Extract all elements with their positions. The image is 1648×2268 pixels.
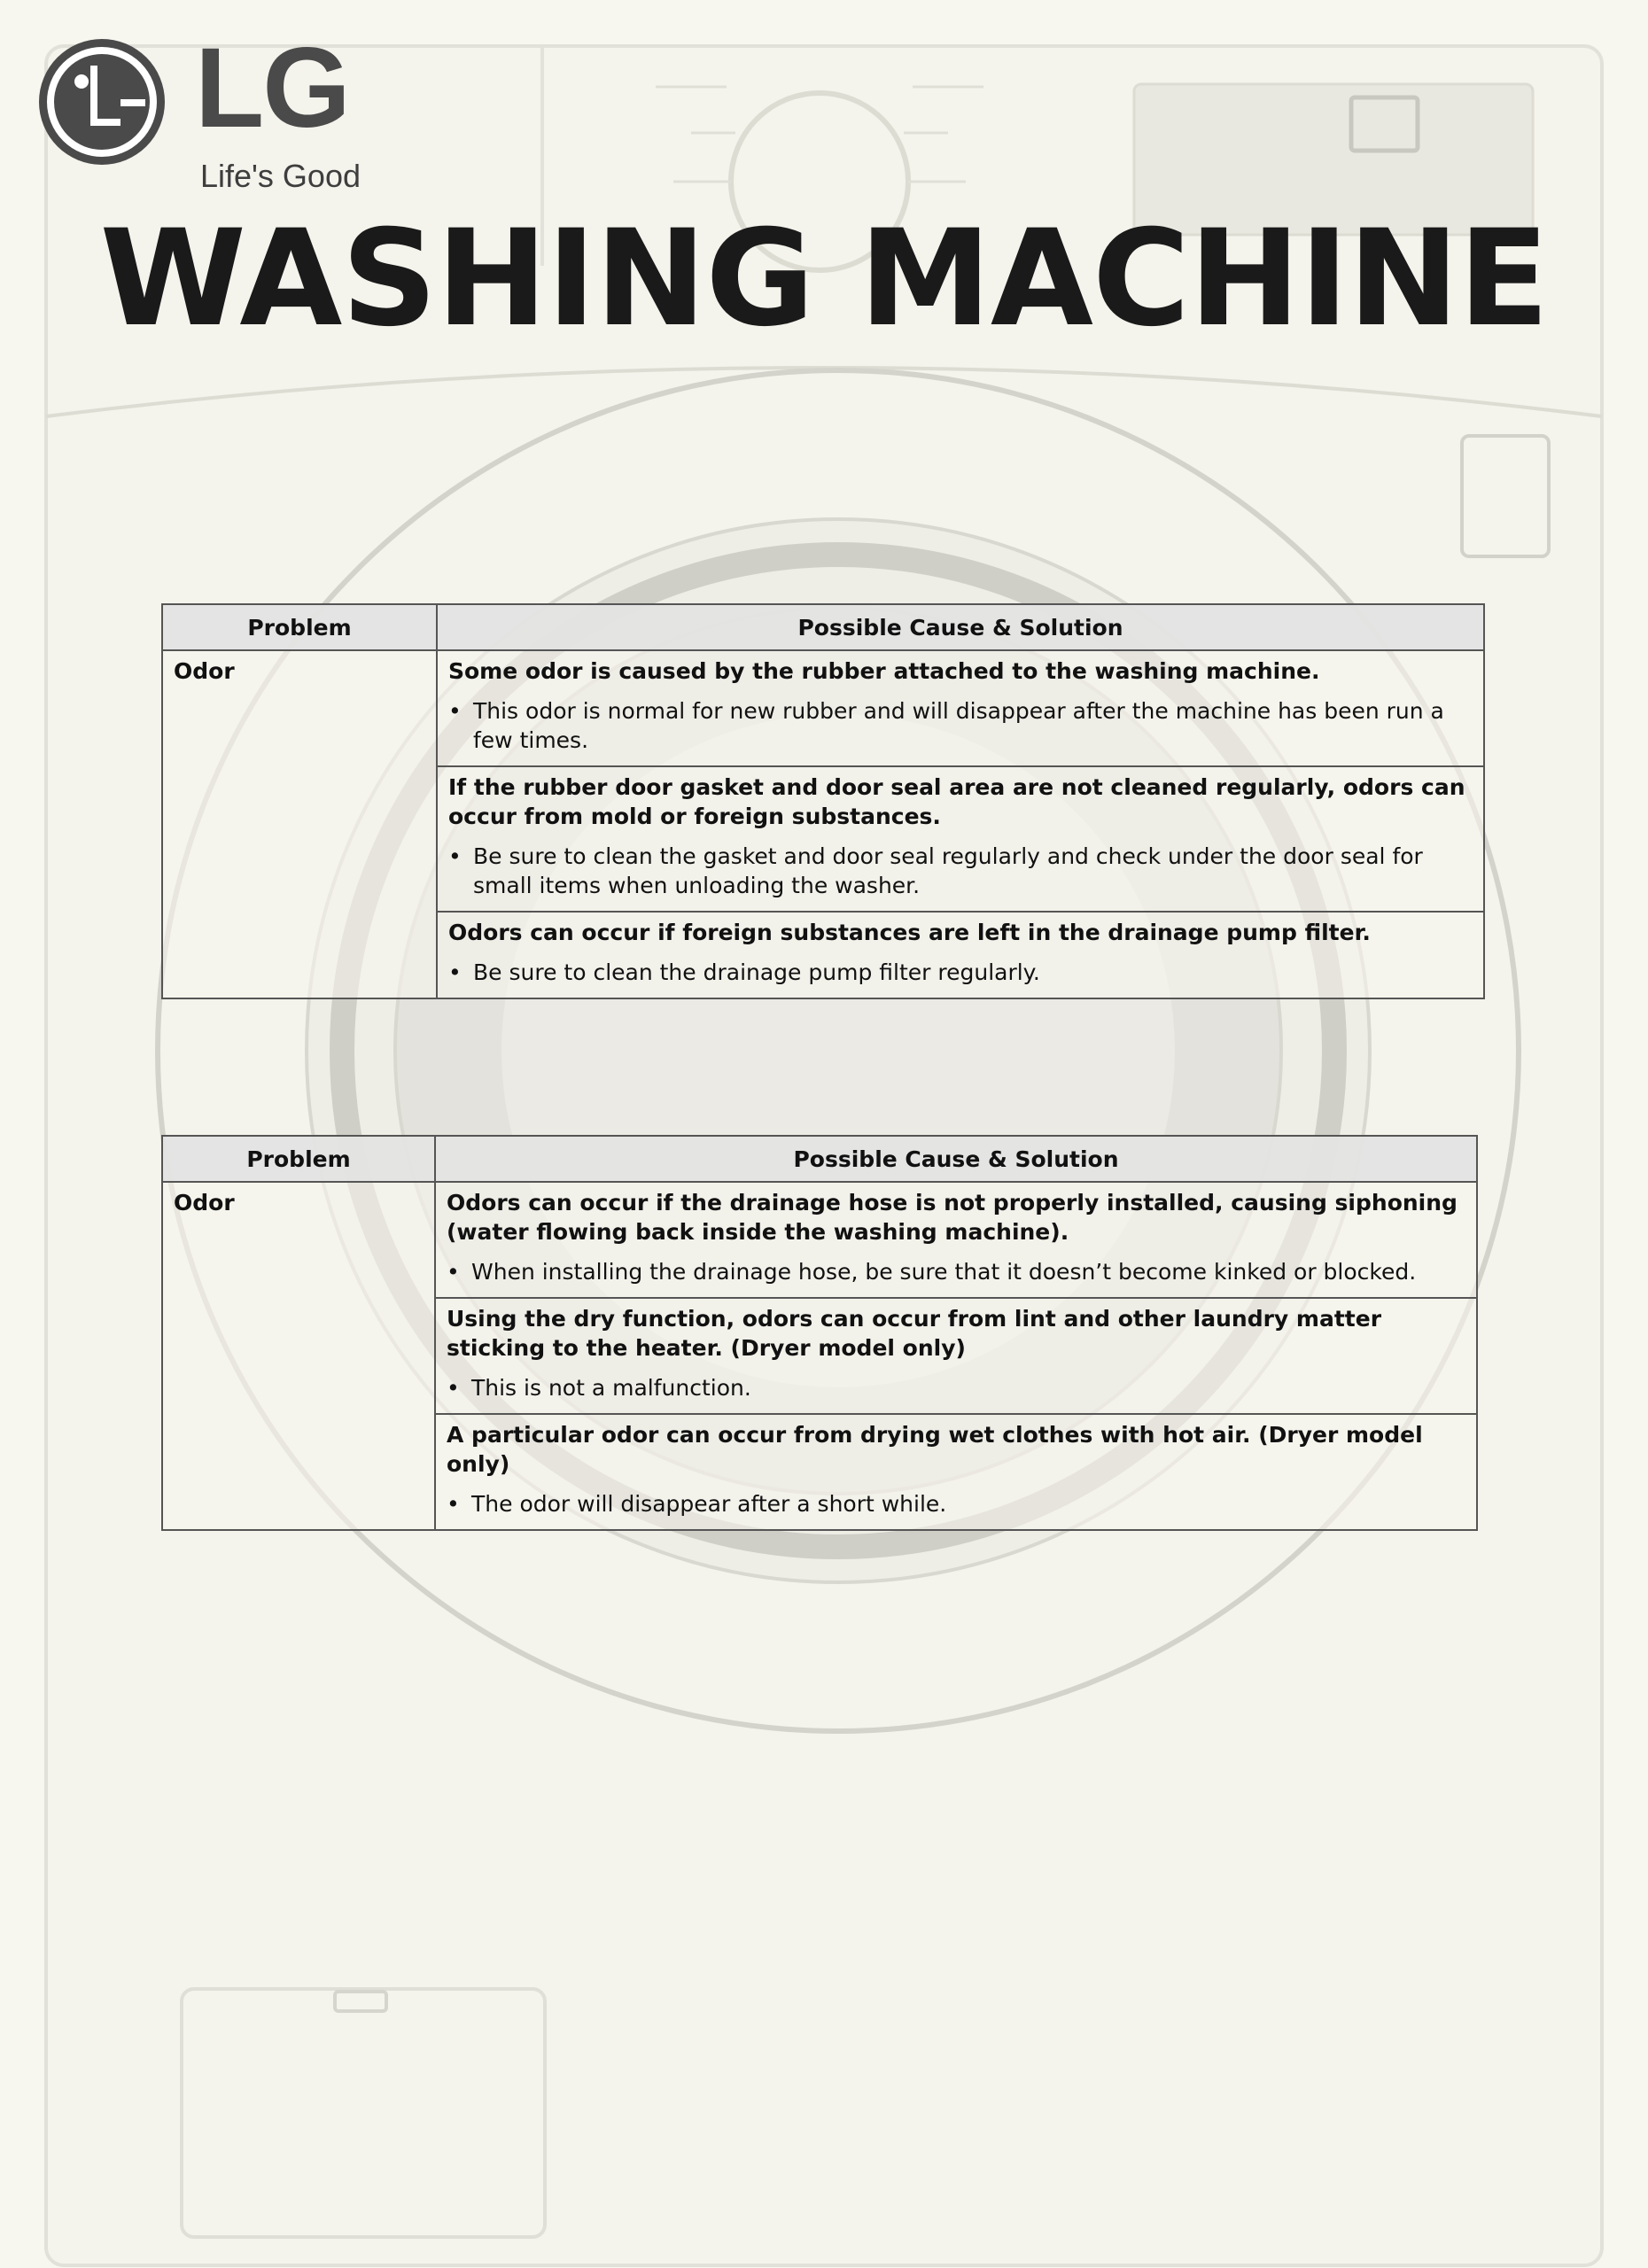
solution-item: [438, 913, 1483, 998]
solution-bullet: • Be sure to clean the gasket and door seal regularly and check under the door seal for small items when unloading the washer.: [448, 843, 1423, 898]
lg-face-icon: [39, 39, 165, 165]
header-problem: Problem: [162, 1136, 435, 1182]
solution-bullet: • This odor is normal for new rubber and will disappear after the machine has been run a few times.: [448, 698, 1444, 753]
cause-text: Odors can occur if foreign substances are left in the drainage pump filter.: [448, 920, 1371, 945]
header-problem: Problem: [162, 604, 437, 650]
troubleshooting-table-1: [161, 603, 1485, 999]
problem-cell: Odor: [162, 1182, 435, 1530]
bullet-text: Be sure to clean the drainage pump filter regularly.: [473, 959, 1040, 985]
solutions-cell: [437, 650, 1484, 998]
solutions-cell: [435, 1182, 1477, 1530]
table-row: [162, 650, 1484, 998]
solution-item: [436, 1183, 1476, 1299]
bullet-text: Be sure to clean the gasket and door seal regularly and check under the door seal for small items when unloading the washer.: [473, 843, 1423, 898]
cause-text: Odors can occur if the drainage hose is not properly installed, causing siphoning (water flowing back inside the washing machine).: [447, 1190, 1458, 1245]
header-cause-solution: Possible Cause & Solution: [437, 604, 1484, 650]
logo-wordmark: LG: [195, 25, 349, 151]
header-cause-solution: Possible Cause & Solution: [435, 1136, 1477, 1182]
problem-cell: Odor: [162, 650, 437, 998]
solution-item: [438, 767, 1483, 913]
lg-logo: [39, 25, 376, 198]
bullet-text: This is not a malfunction.: [471, 1375, 751, 1401]
bullet-text: This odor is normal for new rubber and will disappear after the machine has been run a few times.: [473, 698, 1444, 753]
cause-text: If the rubber door gasket and door seal area are not cleaned regularly, odors can occur from mold or foreign substances.: [448, 774, 1465, 829]
troubleshooting-table-2: [161, 1135, 1478, 1531]
solution-bullet: • The odor will disappear after a short while.: [447, 1491, 947, 1517]
solution-item: [436, 1415, 1476, 1529]
bullet-text: The odor will disappear after a short while.: [471, 1491, 947, 1517]
table-header-row: [162, 604, 1484, 650]
solution-item: [436, 1299, 1476, 1415]
table-row: [162, 1182, 1477, 1530]
table-header-row: [162, 1136, 1477, 1182]
solution-item: [438, 651, 1483, 767]
cause-text: A particular odor can occur from drying wet clothes with hot air. (Dryer model only): [447, 1422, 1423, 1477]
page-title: WASHING MACHINE: [99, 202, 1549, 356]
cause-text: Using the dry function, odors can occur from lint and other laundry matter sticking to the heater. (Dryer model only): [447, 1306, 1382, 1361]
solution-bullet: • Be sure to clean the drainage pump filter regularly.: [448, 959, 1040, 985]
solution-bullet: • This is not a malfunction.: [447, 1375, 751, 1401]
bullet-text: When installing the drainage hose, be sure that it doesn’t become kinked or blocked.: [471, 1259, 1417, 1285]
solution-bullet: • When installing the drainage hose, be sure that it doesn’t become kinked or blocked.: [447, 1259, 1417, 1285]
logo-tagline: Life's Good: [200, 158, 361, 194]
cause-text: Some odor is caused by the rubber attached to the washing machine.: [448, 658, 1320, 684]
